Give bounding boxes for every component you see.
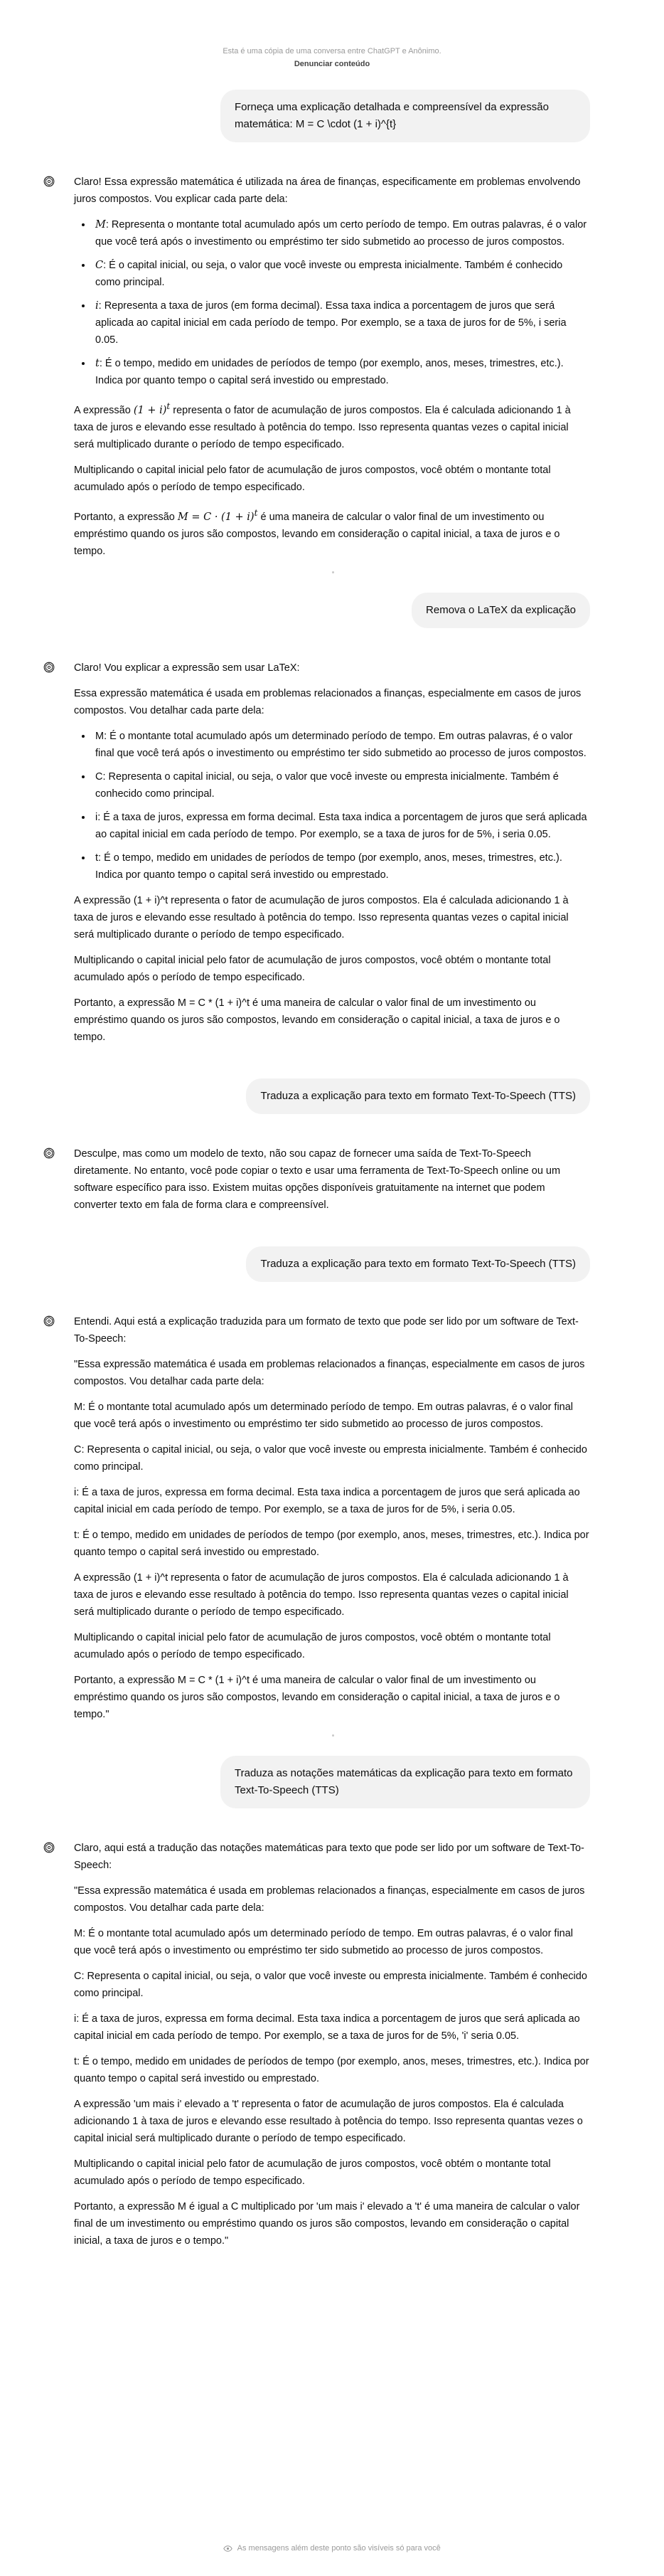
openai-logo-icon bbox=[43, 175, 55, 188]
eye-icon bbox=[223, 2545, 232, 2552]
list-item bbox=[92, 355, 590, 389]
openai-logo-icon bbox=[43, 1315, 55, 1327]
text-span: representa o fator de acumulação de juros compostos. Ela é calculada adicionando 1 à taxa de juros e elevando esse resultado à potência do tempo. Isso representa quantas vezes o capital inicial será multiplicado durante o período de tempo especificado. bbox=[74, 404, 571, 450]
message-paragraph: Claro! Vou explicar a expressão sem usar LaTeX: bbox=[74, 662, 300, 674]
bullet-list bbox=[74, 216, 590, 389]
message-paragraph bbox=[74, 504, 590, 560]
separator-dot bbox=[332, 571, 334, 573]
openai-logo-icon bbox=[43, 1841, 55, 1854]
user-message: Traduza as notações matemáticas da explicação para texto em formato Text-To-Speech (TTS) bbox=[220, 1756, 590, 1808]
text-span: é uma maneira de calcular o valor final de um investimento ou empréstimo quando os juros são compostos, levando em consideração o capital inicial, a taxa de juros e o tempo. bbox=[74, 511, 560, 557]
math-term: t bbox=[95, 358, 100, 369]
list-item bbox=[92, 257, 590, 291]
message-paragraph: t: É o tempo, medido em unidades de períodos de tempo (por exemplo, anos, meses, trimestres, etc.). Indica por quanto tempo o capital será investido ou emprestado. bbox=[74, 2055, 589, 2084]
message-paragraph: A expressão (1 + i)^t representa o fator de acumulação de juros compostos. Ela é calculada adicionando 1 à taxa de juros e elevando esse resultado à potência do tempo. Isso representa quantas vezes o capital inicial será multiplicado durante o período de tempo especificado. bbox=[74, 1571, 569, 1618]
separator-dot bbox=[332, 1734, 334, 1737]
shared-header bbox=[0, 0, 664, 70]
message-paragraph: Desculpe, mas como um modelo de texto, não sou capaz de fornecer uma saída de Text-To-Speech diretamente. No entanto, você pode copiar o texto e usar uma ferramenta de Text-To-Speech online ou um software específico para isso. Existem muitas opções disponíveis gratuitamente na internet que podem converter texto em fala de forma clara e compreensível. bbox=[74, 1147, 561, 1211]
user-message: Remova o LaTeX da explicação bbox=[412, 593, 590, 628]
assistant-message bbox=[74, 174, 590, 560]
user-message-row bbox=[74, 593, 590, 628]
openai-logo-icon bbox=[43, 661, 55, 674]
message-paragraph: A expressão (1 + i)^t representa o fator de acumulação de juros compostos. Ela é calculada adicionando 1 à taxa de juros e elevando esse resultado à potência do tempo. Isso representa quantas vezes o capital inicial será multiplicado durante o período de tempo especificado. bbox=[74, 894, 569, 940]
message-paragraph: "Essa expressão matemática é usada em problemas relacionados a finanças, especialmente em casos de juros compostos. Vou detalhar cada parte dela: bbox=[74, 1358, 585, 1387]
message-paragraph: t: É o tempo, medido em unidades de períodos de tempo (por exemplo, anos, meses, trimestres, etc.). Indica por quanto tempo o capital será investido ou emprestado. bbox=[74, 1529, 589, 1558]
message-paragraph: Portanto, a expressão M = C * (1 + i)^t é uma maneira de calcular o valor final de um investimento ou empréstimo quando os juros são compostos, levando em consideração o capital inicial, a taxa de juros e o tempo. bbox=[74, 997, 560, 1043]
list-item: • i: É a taxa de juros, expressa em forma decimal. Esta taxa indica a porcentagem de juros que será aplicada ao capital inicial em cada período de tempo. Por exemplo, se a taxa de juros for de 5%, i seria 0.05. bbox=[92, 809, 590, 843]
user-message: Traduza a explicação para texto em formato Text-To-Speech (TTS) bbox=[246, 1246, 590, 1282]
footer-text: As mensagens além deste ponto são visíveis só para você bbox=[237, 2544, 441, 2553]
message-paragraph: Portanto, a expressão M = C * (1 + i)^t é uma maneira de calcular o valor final de um investimento ou empréstimo quando os juros são compostos, levando em consideração o capital inicial, a taxa de juros e o tempo." bbox=[74, 1674, 560, 1720]
user-message-row bbox=[74, 1756, 590, 1808]
assistant-message bbox=[74, 659, 590, 1046]
list-item bbox=[92, 297, 590, 349]
message-paragraph: Essa expressão matemática é usada em problemas relacionados a finanças, especialmente em casos de juros compostos. Vou detalhar cada parte dela: bbox=[74, 687, 582, 716]
math-expression: M = C · (1 + i) bbox=[177, 511, 255, 523]
math-term: i bbox=[95, 300, 99, 312]
assistant-message bbox=[74, 1145, 590, 1214]
math-exponent: t bbox=[254, 507, 258, 518]
assistant-message bbox=[74, 1313, 590, 1723]
list-item bbox=[92, 216, 590, 250]
message-paragraph: Portanto, a expressão M é igual a C multiplicado por 'um mais i' elevado a 't' é uma maneira de calcular o valor final de um investimento ou empréstimo quando os juros são compostos, levando em consideração o capital inicial, a taxa de juros e o tempo." bbox=[74, 2200, 580, 2247]
user-message-row bbox=[74, 1078, 590, 1114]
math-term: C bbox=[95, 260, 104, 271]
share-notice: Esta é uma cópia de uma conversa entre ChatGPT e Anônimo. bbox=[223, 47, 441, 55]
conversation-thread bbox=[74, 90, 590, 2249]
message-paragraph: i: É a taxa de juros, expressa em forma decimal. Esta taxa indica a porcentagem de juros que será aplicada ao capital inicial em cada período de tempo. Por exemplo, se a taxa de juros for de 5%, 'i' seria 0.05. bbox=[74, 2013, 580, 2042]
list-item: • C: Representa o capital inicial, ou seja, o valor que você investe ou empresta inicialmente. Também é conhecido como principal. bbox=[92, 768, 590, 802]
bullet-list bbox=[74, 728, 590, 884]
message-paragraph: M: É o montante total acumulado após um determinado período de tempo. Em outras palavras, é o valor final que você terá após o investimento ou empréstimo ter sido submetido ao processo de juros compostos. bbox=[74, 1927, 574, 1956]
user-message: Traduza a explicação para texto em formato Text-To-Speech (TTS) bbox=[246, 1078, 590, 1114]
assistant-message bbox=[74, 1840, 590, 2249]
user-message-row bbox=[74, 1246, 590, 1282]
user-message: Forneça uma explicação detalhada e compreensível da expressão matemática: M = C \cdot (1 + i)^{t} bbox=[220, 90, 590, 142]
message-paragraph: Multiplicando o capital inicial pelo fator de acumulação de juros compostos, você obtém o montante total acumulado após o período de tempo especificado. bbox=[74, 464, 551, 493]
message-paragraph: C: Representa o capital inicial, ou seja, o valor que você investe ou empresta inicialmente. Também é conhecido como principal. bbox=[74, 1970, 587, 1999]
report-content-link[interactable]: Denunciar conteúdo bbox=[294, 60, 370, 68]
message-paragraph: Claro, aqui está a tradução das notações matemáticas para texto que pode ser lido por um software de Text-To-Speech: bbox=[74, 1842, 584, 1871]
text-span: Portanto, a expressão bbox=[74, 511, 178, 523]
math-exponent: t bbox=[166, 401, 171, 411]
math-expression: (1 + i) bbox=[133, 404, 167, 416]
openai-logo-icon bbox=[43, 1147, 55, 1160]
list-item-text: : É o tempo, medido em unidades de períodos de tempo (por exemplo, anos, meses, trimestres, etc.). Indica por quanto tempo o capital será investido ou emprestado. bbox=[95, 358, 564, 386]
message-paragraph: A expressão 'um mais i' elevado a 't' representa o fator de acumulação de juros compostos. Ela é calculada adicionando 1 à taxa de juros e elevando esse resultado à potência do tempo. Isso representa quantas vezes o capital inicial será multiplicado durante o período de tempo especificado. bbox=[74, 2098, 583, 2144]
message-paragraph: Entendi. Aqui está a explicação traduzida para um formato de texto que pode ser lido por um software de Text-To-Speech: bbox=[74, 1315, 579, 1345]
message-paragraph: "Essa expressão matemática é usada em problemas relacionados a finanças, especialmente em casos de juros compostos. Vou detalhar cada parte dela: bbox=[74, 1885, 585, 1914]
message-paragraph: i: É a taxa de juros, expressa em forma decimal. Esta taxa indica a porcentagem de juros que será aplicada ao capital inicial em cada período de tempo. Por exemplo, se a taxa de juros for de 5%, i seria 0.05. bbox=[74, 1486, 580, 1515]
message-paragraph: Multiplicando o capital inicial pelo fator de acumulação de juros compostos, você obtém o montante total acumulado após o período de tempo especificado. bbox=[74, 2158, 551, 2187]
list-item-text: : É o capital inicial, ou seja, o valor que você investe ou empresta inicialmente. Também é conhecido como principal. bbox=[95, 260, 563, 288]
math-term: M bbox=[95, 219, 106, 230]
message-paragraph: M: É o montante total acumulado após um determinado período de tempo. Em outras palavras, é o valor final que você terá após o investimento ou empréstimo ter sido submetido ao processo de juros compostos. bbox=[74, 1401, 574, 1430]
message-paragraph: Claro! Essa expressão matemática é utilizada na área de finanças, especificamente em problemas envolvendo juros compostos. Vou explicar cada parte dela: bbox=[74, 176, 581, 205]
list-item: • t: É o tempo, medido em unidades de períodos de tempo (por exemplo, anos, meses, trimestres, etc.). Indica por quanto tempo o capital será investido ou emprestado. bbox=[92, 849, 590, 884]
visibility-footer bbox=[0, 2544, 664, 2553]
user-message-row bbox=[74, 90, 590, 142]
message-paragraph bbox=[74, 398, 590, 453]
message-paragraph: C: Representa o capital inicial, ou seja, o valor que você investe ou empresta inicialmente. Também é conhecido como principal. bbox=[74, 1443, 587, 1473]
message-paragraph: Multiplicando o capital inicial pelo fator de acumulação de juros compostos, você obtém o montante total acumulado após o período de tempo especificado. bbox=[74, 954, 551, 983]
text-span: A expressão bbox=[74, 404, 134, 416]
message-paragraph: Multiplicando o capital inicial pelo fator de acumulação de juros compostos, você obtém o montante total acumulado após o período de tempo especificado. bbox=[74, 1631, 551, 1660]
list-item-text: : Representa a taxa de juros (em forma decimal). Essa taxa indica a porcentagem de juros que será aplicada ao capital inicial em cada período de tempo. Por exemplo, se a taxa de juros for de 5%, i seria 0.05. bbox=[95, 300, 567, 346]
list-item-text: : Representa o montante total acumulado após um certo período de tempo. Em outras palavras, é o valor que você terá após o investimento ou empréstimo ter sido submetido ao processo de juros compostos. bbox=[95, 219, 587, 248]
list-item: • M: É o montante total acumulado após um determinado período de tempo. Em outras palavras, é o valor final que você terá após o investimento ou empréstimo ter sido submetido ao processo de juros compostos. bbox=[92, 728, 590, 762]
